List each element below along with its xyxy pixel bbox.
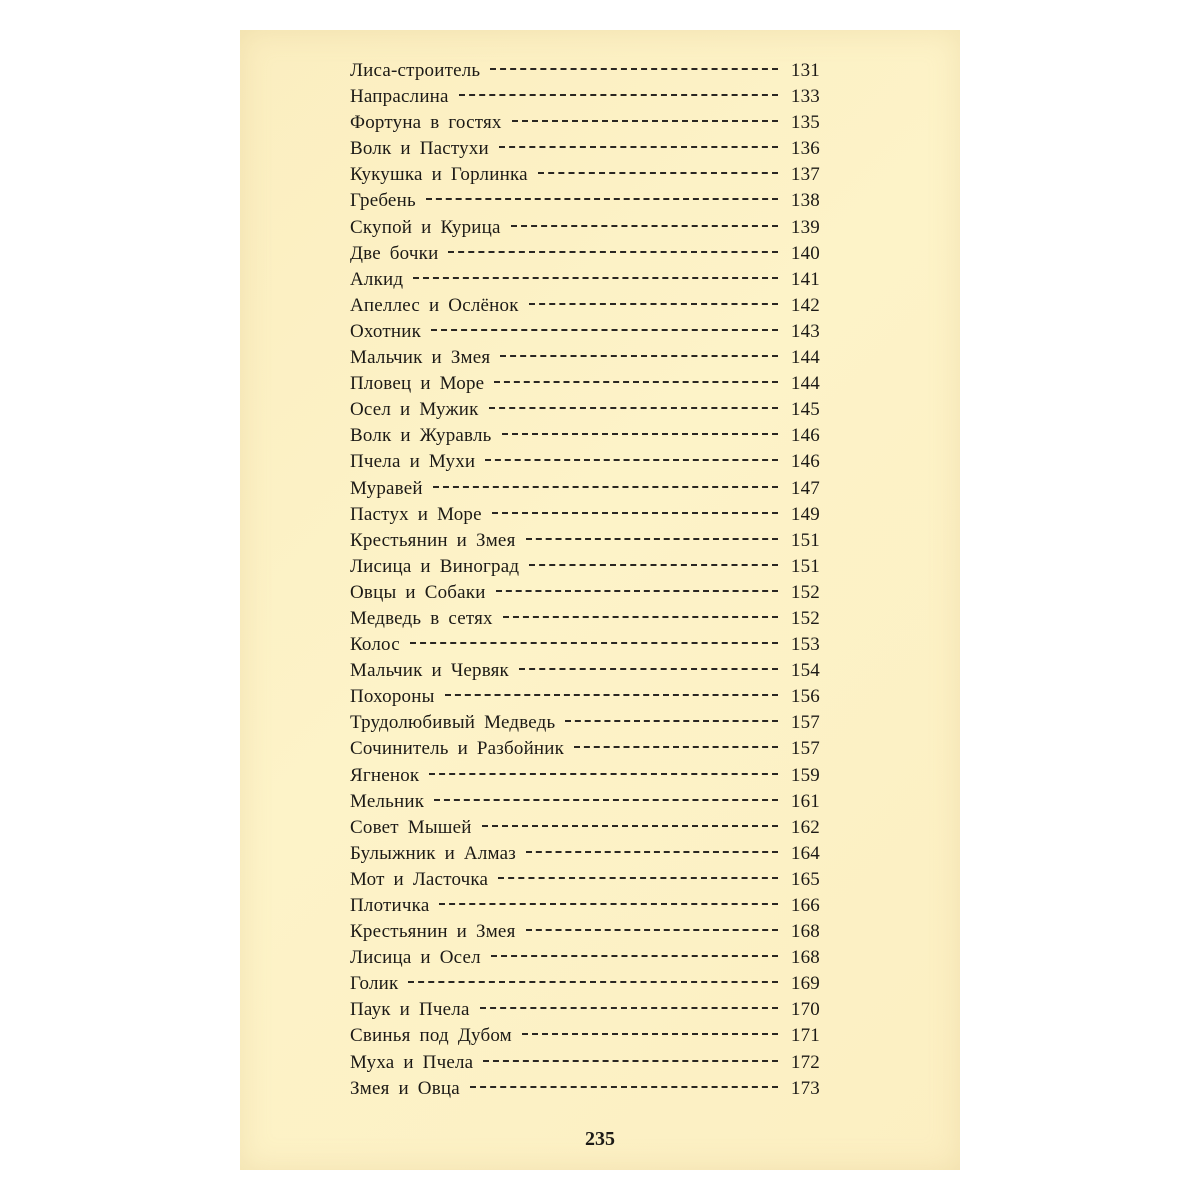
toc-entry-page-number: 154 [790,660,820,682]
toc-entry-title: Волк и Журавль [350,425,492,447]
toc-entry-page-number: 138 [790,190,820,212]
toc-entry-title: Мот и Ласточка [350,868,489,890]
toc-entry [350,347,820,373]
toc-entry [350,947,820,973]
toc-entry [350,921,820,947]
toc-entry-page-number: 152 [790,581,820,603]
toc-entry-page-number: 171 [790,1025,820,1047]
toc-entry-page-number: 173 [790,1077,820,1099]
toc-entry-title: Плотичка [350,895,430,916]
toc-entry [350,738,820,764]
toc-entry-title: Две бочки [350,242,439,264]
dash-leader [565,720,778,722]
dash-leader [483,1060,778,1062]
toc-entry [350,478,820,504]
toc-entry-title: Совет Мышей [350,816,472,838]
toc-entry-title: Лиса-строитель [350,60,481,81]
toc-entry [350,295,820,321]
toc-entry [350,425,820,451]
toc-entry-title: Голик [350,973,399,995]
toc-entry-page-number: 146 [790,451,820,473]
toc-entry [350,556,820,582]
toc-entry-page-number: 165 [790,868,820,890]
toc-entry [350,217,820,243]
toc-entry-title: Змея и Овца [350,1077,460,1099]
toc-entry [350,765,820,791]
toc-entry [350,1025,820,1051]
toc-entry-title: Мельник [350,790,425,812]
dash-leader [482,825,778,827]
toc-entry-page-number: 153 [790,634,820,656]
toc-entry-title: Муравей [350,477,423,499]
toc-entry-page-number: 169 [790,973,820,995]
dash-leader [503,616,778,618]
toc-entry-page-number: 135 [790,112,820,134]
dash-leader [526,929,778,931]
toc-entry-page-number: 162 [790,816,820,838]
toc-entry-title: Мальчик и Червяк [350,660,509,682]
toc-entry-page-number: 164 [790,842,820,864]
dash-leader [494,381,778,383]
dash-leader [526,538,778,540]
toc-entry-title: Охотник [350,320,422,342]
dash-leader [490,68,778,70]
toc-entry-title: Мальчик и Змея [350,347,491,369]
toc-entry [350,973,820,999]
toc-entry [350,634,820,660]
dash-leader [529,564,778,566]
toc-entry-page-number: 157 [790,712,820,734]
dash-leader [426,198,778,200]
toc-entry-page-number: 157 [790,738,820,760]
toc-entry [350,1052,820,1078]
toc-entry [350,86,820,112]
toc-entry-page-number: 131 [790,60,820,81]
toc-entry [350,504,820,530]
dash-leader [480,1007,778,1009]
dash-leader [498,877,778,879]
toc-entry-title: Овцы и Собаки [350,581,486,603]
toc-entry [350,686,820,712]
toc-entry [350,999,820,1025]
dash-leader [408,981,778,983]
toc-entry [350,269,820,295]
toc-entry [350,608,820,634]
toc-entry-page-number: 168 [790,947,820,969]
toc-entry [350,660,820,686]
toc-entry-page-number: 147 [790,477,820,499]
toc-entry [350,1078,820,1104]
dash-leader [529,303,778,305]
toc-entry-title: Пчела и Мухи [350,451,476,473]
dash-leader [538,172,778,174]
toc-entry-page-number: 141 [790,268,820,290]
dash-leader [431,329,778,331]
toc-entry-page-number: 149 [790,503,820,525]
toc-entry-page-number: 156 [790,686,820,708]
toc-entry-page-number: 144 [790,347,820,369]
toc-entry-title: Кукушка и Горлинка [350,164,528,186]
page-number: 235 [585,1128,615,1150]
toc-entry-page-number: 144 [790,373,820,395]
toc-entry-page-number: 170 [790,999,820,1021]
toc-entry-page-number: 143 [790,320,820,342]
toc-entry-title: Похороны [350,686,435,708]
toc-entry-page-number: 133 [790,86,820,108]
dash-leader [485,459,778,461]
toc-entry-title: Крестьянин и Змея [350,921,516,943]
toc-entry-page-number: 136 [790,138,820,160]
toc-entry-title: Лисица и Осел [350,947,481,969]
dash-leader [491,955,778,957]
dash-leader [500,355,778,357]
dash-leader [519,668,778,670]
toc-entry-title: Скупой и Курица [350,216,501,238]
toc-entry [350,451,820,477]
toc-entry [350,530,820,556]
toc-entry-page-number: 159 [790,764,820,786]
toc-entry [350,60,820,86]
toc-entry-title: Медведь в сетях [350,607,493,629]
toc-entry-title: Алкид [350,268,404,290]
toc-entry [350,112,820,138]
toc-entry-page-number: 152 [790,607,820,629]
dash-leader [496,590,778,592]
dash-leader [433,486,778,488]
toc-entry-title: Свинья под Дубом [350,1025,512,1047]
dash-leader [574,746,778,748]
dash-leader [499,146,778,148]
toc-entry [350,138,820,164]
toc-entry-page-number: 137 [790,164,820,186]
dash-leader [445,694,778,696]
toc-entry-page-number: 151 [790,529,820,551]
dash-leader [511,225,778,227]
toc-entry [350,164,820,190]
dash-leader [492,512,778,514]
toc-entry [350,373,820,399]
toc-entry-page-number: 146 [790,425,820,447]
toc-entry-page-number: 172 [790,1051,820,1073]
toc-entry-title: Ягненок [350,764,420,786]
dash-leader [526,851,778,853]
toc-entry-title: Паук и Пчела [350,999,470,1021]
dash-leader [470,1086,778,1088]
dash-leader [459,94,778,96]
toc-entry-title: Осел и Мужик [350,399,479,421]
toc-entry-title: Булыжник и Алмаз [350,842,516,864]
toc-entry [350,869,820,895]
toc-entry [350,791,820,817]
dash-leader [439,903,778,905]
dash-leader [502,433,779,435]
toc-entry [350,843,820,869]
book-page [240,30,960,1170]
dash-leader [410,642,778,644]
dash-leader [522,1033,778,1035]
dash-leader [434,799,778,801]
toc-entry [350,817,820,843]
toc-entry-title: Волк и Пастухи [350,138,489,160]
dash-leader [448,251,778,253]
toc-entry-title: Трудолюбивый Медведь [350,712,556,734]
toc-entry-title: Крестьянин и Змея [350,529,516,551]
table-of-contents [350,60,820,1104]
toc-entry-title: Напраслина [350,86,449,108]
toc-entry-page-number: 166 [790,895,820,916]
toc-entry-title: Пловец и Море [350,373,485,395]
toc-entry-page-number: 139 [790,216,820,238]
toc-entry [350,243,820,269]
toc-entry-title: Лисица и Виноград [350,555,520,577]
toc-entry-title: Апеллес и Ослёнок [350,294,519,316]
toc-entry [350,712,820,738]
toc-entry-page-number: 140 [790,242,820,264]
toc-entry-page-number: 151 [790,555,820,577]
toc-entry-page-number: 168 [790,921,820,943]
dash-leader [429,773,778,775]
dash-leader [413,277,778,279]
dash-leader [512,120,778,122]
toc-entry-title: Колос [350,634,400,656]
toc-entry-page-number: 145 [790,399,820,421]
toc-entry-title: Сочинитель и Разбойник [350,738,565,760]
toc-entry [350,399,820,425]
toc-entry-title: Гребень [350,190,416,212]
toc-entry [350,190,820,216]
toc-entry [350,582,820,608]
toc-entry [350,321,820,347]
toc-entry [350,895,820,921]
toc-entry-page-number: 142 [790,294,820,316]
dash-leader [489,407,778,409]
toc-entry-title: Муха и Пчела [350,1051,474,1073]
toc-entry-title: Пастух и Море [350,503,482,525]
toc-entry-page-number: 161 [790,790,820,812]
toc-entry-title: Фортуна в гостях [350,112,502,134]
